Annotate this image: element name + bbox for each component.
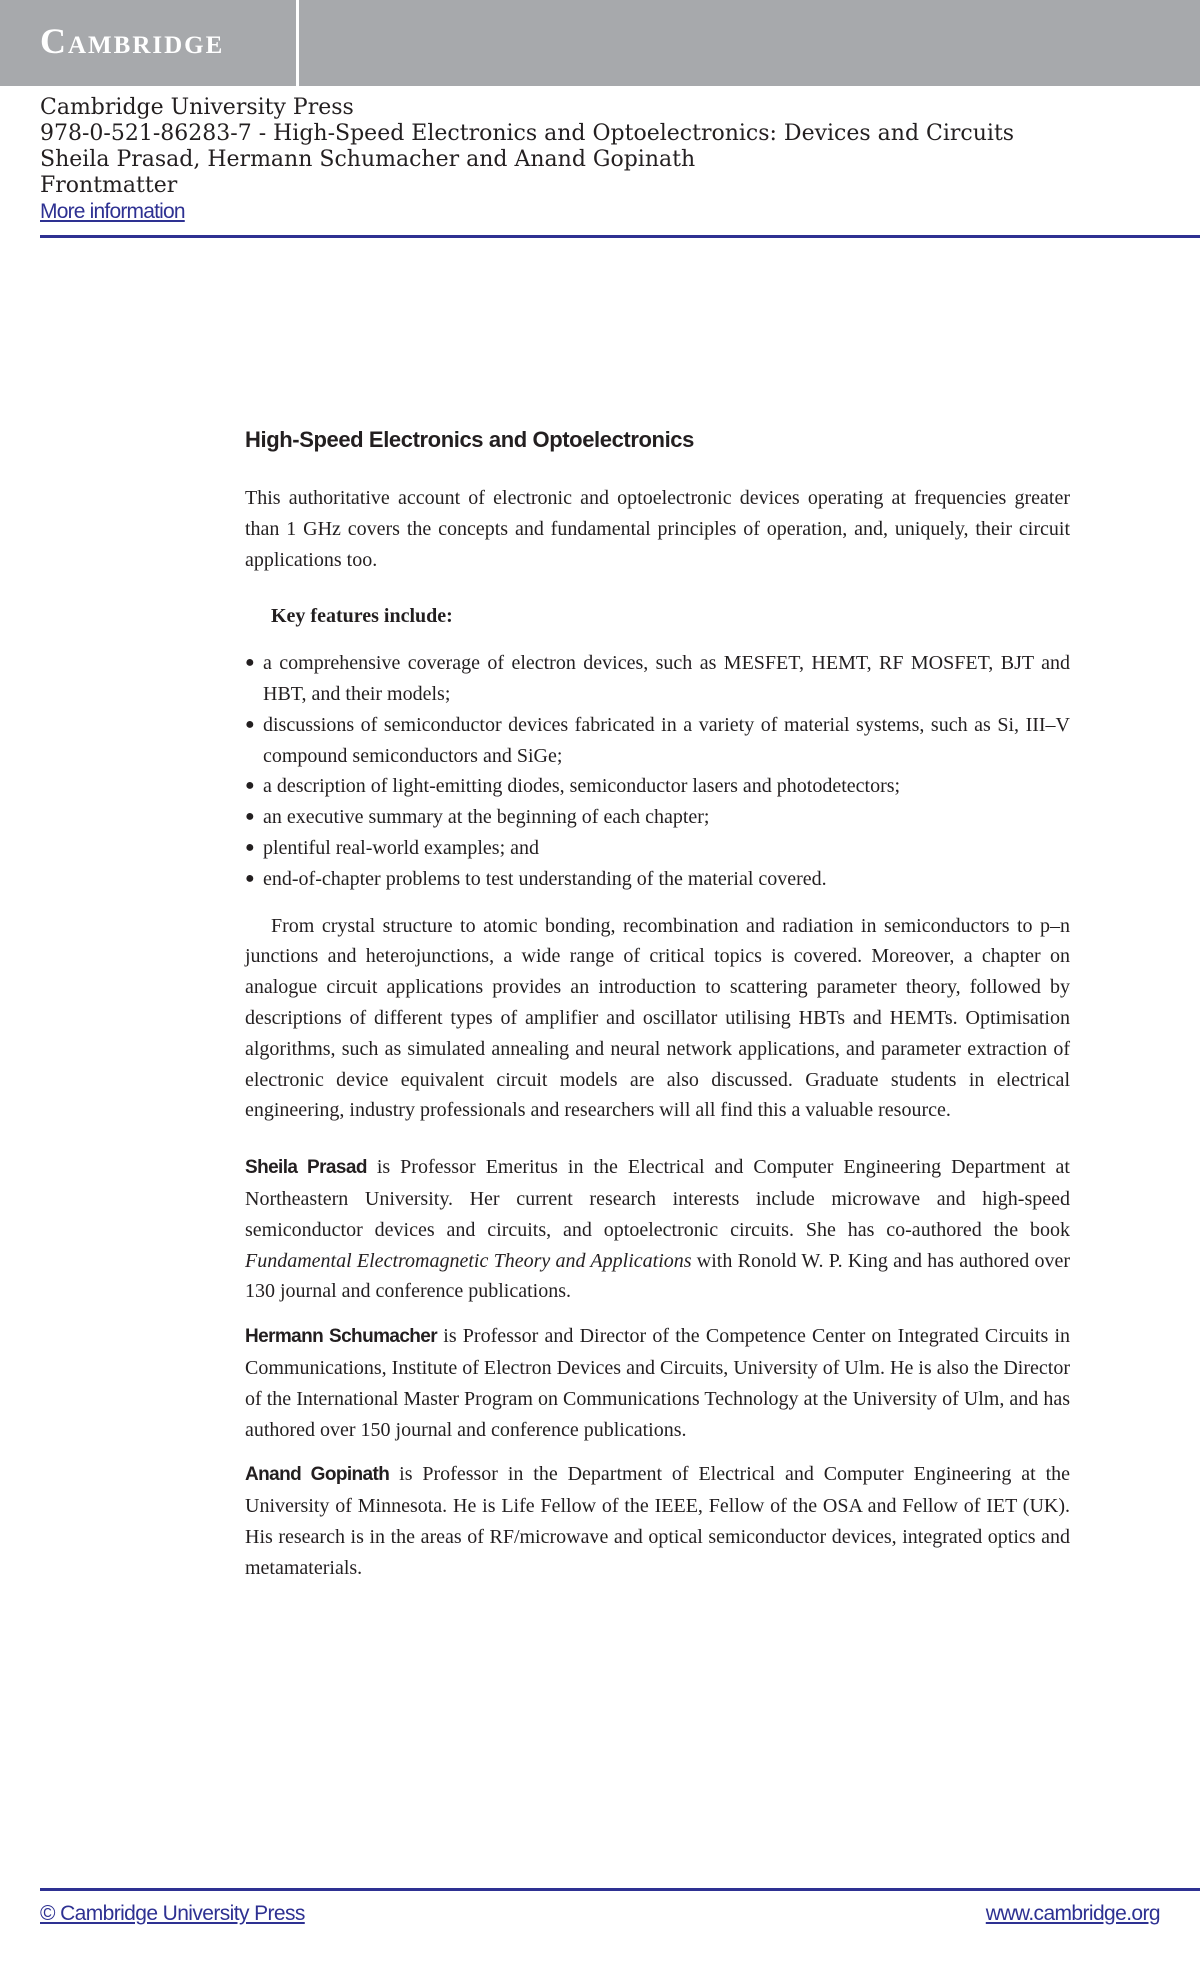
list-item: ● a comprehensive coverage of electron devices, such as MESFET, HEMT, RF MOSFET, BJT and HBT, and their models;: [245, 648, 1070, 710]
author-name: Anand Gopinath: [245, 1464, 390, 1486]
more-information-link[interactable]: More information: [40, 200, 185, 223]
logo-divider: [296, 0, 299, 86]
list-item: ● discussions of semiconductor devices fabricated in a variety of material systems, such as Si, III–V compound semiconductors and SiGe;: [245, 710, 1070, 772]
bullet-icon: ●: [245, 715, 255, 733]
copyright-link[interactable]: © Cambridge University Press: [40, 1902, 305, 1925]
intro-paragraph: This authoritative account of electronic and optoelectronic devices operating at frequencies greater than 1 GHz covers the concepts and fundamental principles of operation, and, uniquely, their circuit applications too.: [245, 487, 1070, 571]
author-name: Hermann Schumacher: [245, 1326, 438, 1348]
summary-paragraph: From crystal structure to atomic bonding, recombination and radiation in semiconductors to p–n junctions and heterojunctions, a wide range of critical topics is covered. Moreover, a chapter on analogue circuit applications provides an introduction to scattering parameter theory, followed by descriptions of different types of amplifier and oscillator utilising HBTs and HEMTs. Optimisation algorithms, such as simulated annealing and neural network applications, and parameter extraction of electronic device equivalent circuit models are also discussed. Graduate students in electrical engineering, industry professionals and researchers will all find this a valuable resource.: [245, 914, 1070, 1122]
list-item: ● plentiful real-world examples; and: [245, 833, 1070, 864]
website-link[interactable]: www.cambridge.org: [985, 1902, 1160, 1925]
logo-box: [0, 0, 296, 86]
list-item: ● an executive summary at the beginning of each chapter;: [245, 802, 1070, 833]
header-rule: [40, 235, 1200, 238]
book-metadata: [40, 95, 1014, 225]
book-title: High-Speed Electronics and Optoelectronics: [245, 427, 694, 452]
header-bar: [0, 0, 1200, 86]
key-features-heading: Key features include:: [271, 605, 453, 628]
author-bio-schumacher: Hermann Schumacher is Professor and Director of the Competence Center on Integrated Circuits in Communications, Institute of Electron Devices and Circuits, University of Ulm. He is also the Director of the International Master Program on Communications Technology at the University of Ulm, and has authored over 150 journal and conference publications.: [245, 1325, 1070, 1441]
isbn-title: 978-0-521-86283-7 - High-Speed Electronics and Optoelectronics: Devices and Circuits: [40, 121, 1015, 146]
author-bio-prasad: Sheila Prasad is Professor Emeritus in the Electrical and Computer Engineering Department at Northeastern University. Her current research interests include microwave and high-speed semiconductor devices and circuits, and optoelectronic circuits. She has co-authored the book Fundamental Electromagnetic Theory and Applications with Ronold W. P. King and has authored over 130 journal and conference publications.: [245, 1156, 1070, 1303]
bullet-icon: ●: [245, 838, 255, 856]
book-reference: Fundamental Electromagnetic Theory and Applications: [245, 1249, 692, 1272]
authors-line: Sheila Prasad, Hermann Schumacher and Anand Gopinath: [40, 147, 696, 172]
cambridge-logo: Cambridge: [40, 21, 225, 61]
page-content: [245, 425, 1070, 1598]
bullet-icon: ●: [245, 654, 255, 672]
bullet-icon: ●: [245, 777, 255, 795]
list-item: ● a description of light-emitting diodes, semiconductor lasers and photodetectors;: [245, 771, 1070, 802]
features-list: [245, 648, 1070, 894]
author-bio-gopinath: Anand Gopinath is Professor in the Department of Electrical and Computer Engineering at the University of Minnesota. He is Life Fellow of the IEEE, Fellow of the OSA and Fellow of IET (UK). His research is in the areas of RF/microwave and optical semiconductor devices, integrated optics and metamaterials.: [245, 1463, 1070, 1579]
section-label: Frontmatter: [40, 173, 178, 198]
publisher-name: Cambridge University Press: [40, 95, 354, 120]
bullet-icon: ●: [245, 869, 255, 887]
list-item: ● end-of-chapter problems to test understanding of the material covered.: [245, 864, 1070, 895]
author-name: Sheila Prasad: [245, 1157, 367, 1179]
footer-rule: [40, 1888, 1200, 1891]
bullet-icon: ●: [245, 808, 255, 826]
